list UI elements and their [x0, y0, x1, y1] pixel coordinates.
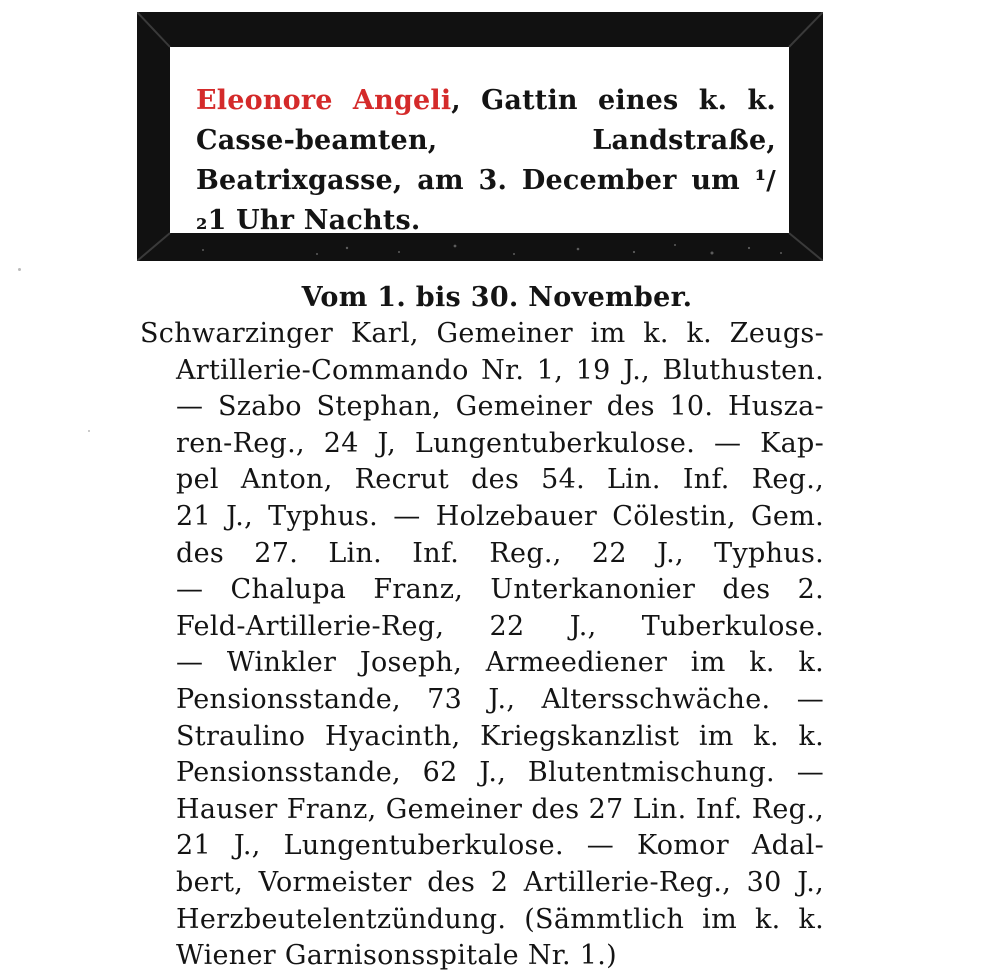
- list-line: bert, Vormeister des 2 Artillerie-Reg., 30 J.,: [176, 866, 824, 898]
- death-list: [140, 316, 824, 975]
- list-line: Herzbeutelentzündung. (Sämmtlich im k. k.: [176, 903, 824, 935]
- paper-speck: [18, 268, 21, 271]
- list-line: Pensionsstande, 62 J., Blutentmischung. —: [176, 757, 824, 789]
- list-line: — Winkler Joseph, Armeediener im k. k.: [176, 647, 824, 679]
- list-line: Hauser Franz, Gemeiner des 27 Lin. Inf. Reg.,: [176, 793, 824, 825]
- notice-fraction: ¹/₂: [196, 166, 776, 236]
- list-line: Pensionsstande, 73 J., Altersschwäche. —: [176, 683, 824, 715]
- deceased-name: Eleonore Angeli: [196, 85, 452, 116]
- notice-text-b: 1 Uhr Nachts.: [207, 205, 421, 236]
- list-line: — Chalupa Franz, Unterkanonier des 2.: [176, 574, 824, 606]
- list-line: Straulino Hyacinth, Kriegskanzlist im k. k.: [176, 720, 824, 752]
- list-line: Feld-Artillerie-Reg, 22 J., Tuberkulose.: [176, 610, 824, 642]
- mourning-frame: [137, 12, 823, 261]
- date-range-heading: Vom 1. bis 30. November.: [301, 282, 693, 313]
- notice-text-a: , Gattin eines k. k. Casse-beamten, Landstraße, Beatrixgasse, am 3. December um: [196, 85, 777, 196]
- list-line: pel Anton, Recrut des 54. Lin. Inf. Reg.,: [176, 464, 824, 496]
- list-line: ren-Reg., 24 J, Lungentuberkulose. — Kap-: [176, 427, 824, 459]
- list-line: Wiener Garnisonsspitale Nr. 1.): [176, 940, 617, 972]
- list-line: — Szabo Stephan, Gemeiner des 10. Husza-: [176, 391, 824, 423]
- list-line: 21 J., Typhus. — Holzebauer Cölestin, Gem.: [176, 500, 824, 532]
- list-line: Schwarzinger Karl, Gemeiner im k. k. Zeugs-: [140, 318, 824, 349]
- death-notice: [196, 81, 776, 241]
- paper-speck: [88, 430, 90, 432]
- list-line: Artillerie-Commando Nr. 1, 19 J., Bluthusten.: [176, 354, 824, 386]
- notice-panel: [170, 47, 789, 236]
- list-line: des 27. Lin. Inf. Reg., 22 J., Typhus.: [176, 537, 824, 569]
- list-line: 21 J., Lungentuberkulose. — Komor Adal-: [176, 830, 824, 862]
